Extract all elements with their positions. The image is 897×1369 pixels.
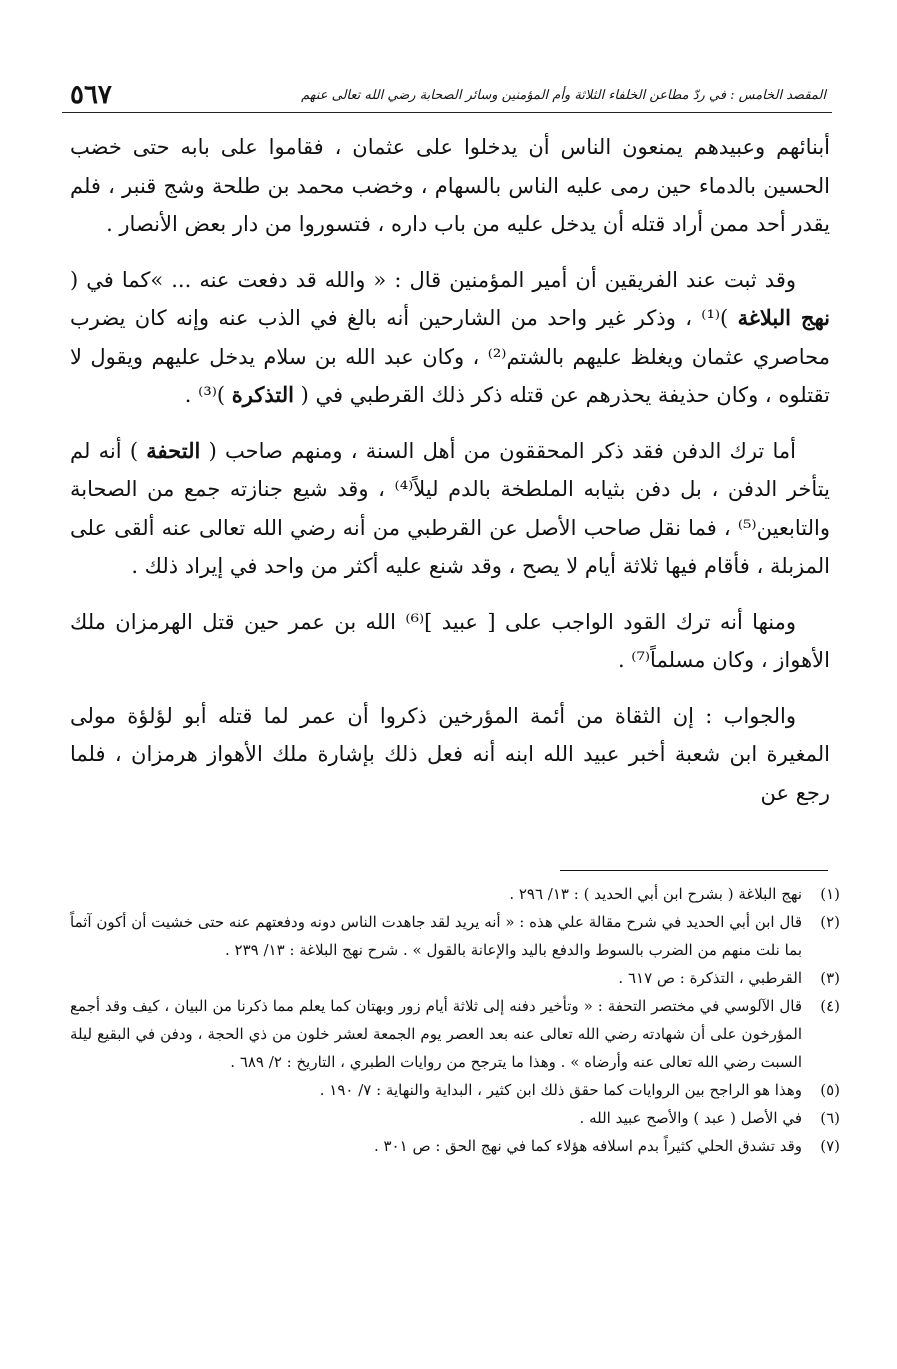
footnote-text: وهذا هو الراجح بين الروايات كما حقق ذلك ابن كثير ، البداية والنهاية : ٧/ ١٩٠ .: [319, 1081, 802, 1099]
paragraph-2-text-a: وقد ثبت عند الفريقين أن أمير المؤمنين قال : « والله قد دفعت عنه ... »كما في (: [70, 267, 796, 292]
page-header: [62, 78, 832, 113]
footnotes: [70, 880, 840, 1160]
footnote-text: قال الآلوسي في مختصر التحفة : « وتأخير دفنه إلى ثلاثة أيام زور وبهتان كما يعلم مما ذكرنا من البيان ، كيف وقد أجمع المؤرخون على أن شهادته رضي الله تعالى عنه بعد العصر يوم الجمعة لعشر خلون من ذي الحجة ، ودفن في البقيع ليلة السبت رضي الله تعالى عنه وأرضاه » . وهذا ما يترجح من روايات الطبري ، التاريخ : ٢/ ٦٨٩ .: [70, 997, 802, 1071]
page-number: ٥٦٧: [70, 80, 112, 110]
paragraph-4: [70, 603, 830, 680]
book-title-tuhfa: التحفة: [146, 437, 201, 463]
paragraph-1: [70, 128, 830, 244]
footnote-text: وقد تشدق الحلي كثيراً بدم اسلافه هؤلاء كما في نهج الحق : ص ٣٠١ .: [373, 1137, 802, 1155]
paragraph-5: [70, 697, 830, 813]
paragraph-1-text: أبنائهم وعبيدهم يمنعون الناس أن يدخلوا على عثمان ، فقاموا على بابه حتى خضب الحسين بالدماء حين رمى عليه الناس بالسهام ، وخضب محمد بن طلحة وشج قنبر ، فلم يقدر أحد ممن أراد قتله أن يدخل عليه من باب داره ، فتسوروا من دار بعض الأنصار .: [70, 135, 830, 236]
footnote-number: (٥): [820, 1081, 840, 1099]
book-title-nahj: نهج البلاغة: [737, 305, 830, 330]
paragraph-2-text-c: )⁽³⁾ .: [184, 383, 226, 407]
footnote-6: [70, 1104, 840, 1132]
paragraph-4-text: ومنها أنه ترك القود الواجب على [ عبيد ]⁽⁶⁾ الله بن عمر حين قتل الهرمزان ملك الأهواز ، وكان مسلماً⁽⁷⁾ .: [70, 609, 830, 672]
footnote-number: (٧): [820, 1137, 840, 1155]
book-title-tadhkira: التذكرة: [231, 382, 294, 407]
footnote-2: [70, 908, 840, 964]
footnote-number: (٤): [820, 997, 840, 1015]
footnote-text: في الأصل ( عبد ) والأصح عبيد الله .: [579, 1109, 802, 1127]
footnote-3: [70, 964, 840, 992]
footnote-text: قال ابن أبي الحديد في شرح مقالة علي هذه : « أنه يريد لقد جاهدت الناس دونه ودفعتهم عنه حتى خشيت أن أكون آثماً بما نلت منهم من الضرب بالسوط والدفع باليد والإعانة بالقول » . شرح نهج البلاغة : ١٣/ ٢٣٩ .: [70, 913, 802, 959]
footnote-5: [70, 1076, 840, 1104]
footnote-number: (٢): [820, 913, 840, 931]
paragraph-5-text: والجواب : إن الثقاة من أئمة المؤرخين ذكروا أن عمر لما قتله أبو لؤلؤة مولى المغيرة ابن شعبة أخبر عبيد الله ابنه أنه فعل ذلك بإشارة ملك الأهواز هرمزان ، فلما رجع عن: [70, 703, 830, 805]
paragraph-2-text-b: )⁽¹⁾ ، وذكر غير واحد من الشارحين أنه بالغ في الذب عنه وإنه كان يضرب محاصري عثمان ويغلظ عليهم بالشتم⁽²⁾ ، وكان عبد الله بن سلام يدخل عليهم ويقول لا تقتلوه ، وكان حذيفة يحذرهم عن قتله ذكر ذلك القرطبي في (: [70, 306, 830, 407]
footnote-number: (١): [820, 885, 840, 903]
paragraph-3: [70, 432, 830, 586]
footnote-1: [70, 880, 840, 908]
footnote-4: [70, 992, 840, 1076]
footnote-text: نهج البلاغة ( بشرح ابن أبي الحديد ) : ١٣/ ٢٩٦ .: [509, 885, 802, 903]
paragraph-3-text-b: ) أنه لم يتأخر الدفن ، بل دفن بثيابه الملطخة بالدم ليلاً⁽⁴⁾ ، وقد شيع جنازته جمع من الصحابة والتابعين⁽⁵⁾ ، فما نقل صاحب الأصل عن القرطبي من أنه رضي الله تعالى عنه ألقى على المزبلة ، فأقام فيها ثلاثة أيام لا يصح ، وقد شنع عليه أكثر من واحد في إيراد ذلك .: [70, 438, 830, 578]
paragraph-3-text-a: أما ترك الدفن فقد ذكر المحققون من أهل السنة ، ومنهم صاحب (: [208, 438, 797, 463]
main-text: [70, 128, 830, 829]
footnote-7: [70, 1132, 840, 1160]
footnote-separator: [560, 870, 828, 871]
footnote-number: (٦): [820, 1109, 840, 1127]
running-head: المقصد الخامس : في ردّ مطاعن الخلفاء الثلاثة وأم المؤمنين وسائر الصحابة رضي الله تعالى عنهم: [301, 88, 826, 103]
paragraph-2: [70, 261, 830, 415]
footnote-text: القرطبي ، التذكرة : ص ٦١٧ .: [618, 969, 802, 987]
footnote-number: (٣): [820, 969, 840, 987]
